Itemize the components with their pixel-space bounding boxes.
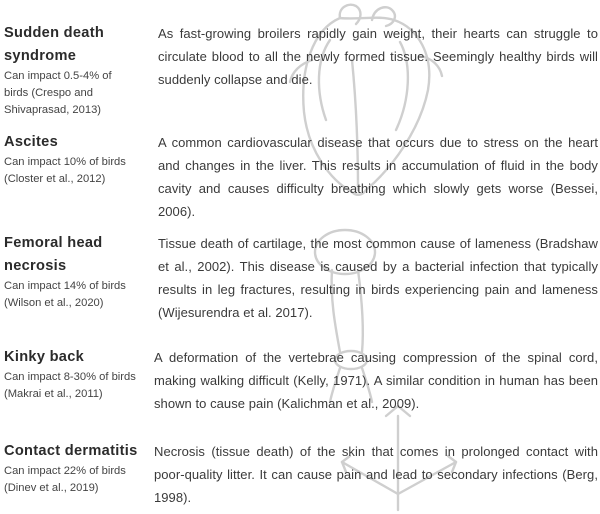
citation: (Closter et al., 2012)	[4, 173, 106, 185]
entry-title: Ascites	[4, 134, 59, 150]
entry-title: Contact dermatitis	[4, 443, 138, 459]
impact-stat: Can impact 0.5-4% of	[4, 70, 112, 82]
entry-description: Necrosis (tissue death) of the skin that comes in prolonged contact with poor-quality litter. It can cause pain and lead to secondary infections (Berg, 1998).	[154, 444, 598, 505]
citation: (Dinev et al., 2019)	[4, 482, 99, 494]
entry-header	[4, 346, 136, 403]
entry-description: As fast-growing broilers rapidly gain weight, their hearts can struggle to circulate blood to all the newly formed tissue. Seemingly healthy birds will suddenly collapse and die.	[158, 26, 598, 87]
entry-description: Tissue death of cartilage, the most common cause of lameness (Bradshaw et al., 2002). This disease is caused by a bacterial infection that typically results in leg fractures, resulting in birds experiencing pain and lameness (Wijesurendra et al. 2017).	[158, 236, 598, 320]
entry-header	[4, 232, 126, 312]
entry-title: Sudden death	[4, 25, 105, 41]
entry-title-continued: syndrome	[4, 48, 77, 64]
entry-header	[4, 440, 138, 497]
entry-description: A common cardiovascular disease that occurs due to stress on the heart and changes in the liver. This results in accumulation of fluid in the body cavity and causes difficulty breathing which slowly gets worse (Bessei, 2006).	[158, 135, 598, 219]
entry-title: Femoral head	[4, 235, 103, 251]
entry-title-continued: necrosis	[4, 258, 67, 274]
citation: (Wilson et al., 2020)	[4, 297, 104, 309]
impact-stat-continued: birds (Crespo and	[4, 87, 93, 99]
impact-stat: Can impact 8-30% of birds	[4, 371, 136, 383]
citation: (Makrai et al., 2011)	[4, 388, 103, 400]
entry-header	[4, 22, 112, 119]
impact-stat: Can impact 22% of birds	[4, 465, 126, 477]
citation: Shivaprasad, 2013)	[4, 104, 102, 116]
impact-stat: Can impact 10% of birds	[4, 156, 126, 168]
impact-stat: Can impact 14% of birds	[4, 280, 126, 292]
entry-description: A deformation of the vertebrae causing compression of the spinal cord, making walking difficult (Kelly, 1971). A similar condition in human has been shown to cause pain (Kalichman et al., 2009).	[154, 350, 598, 411]
entry-title: Kinky back	[4, 349, 85, 365]
entry-header	[4, 131, 126, 188]
